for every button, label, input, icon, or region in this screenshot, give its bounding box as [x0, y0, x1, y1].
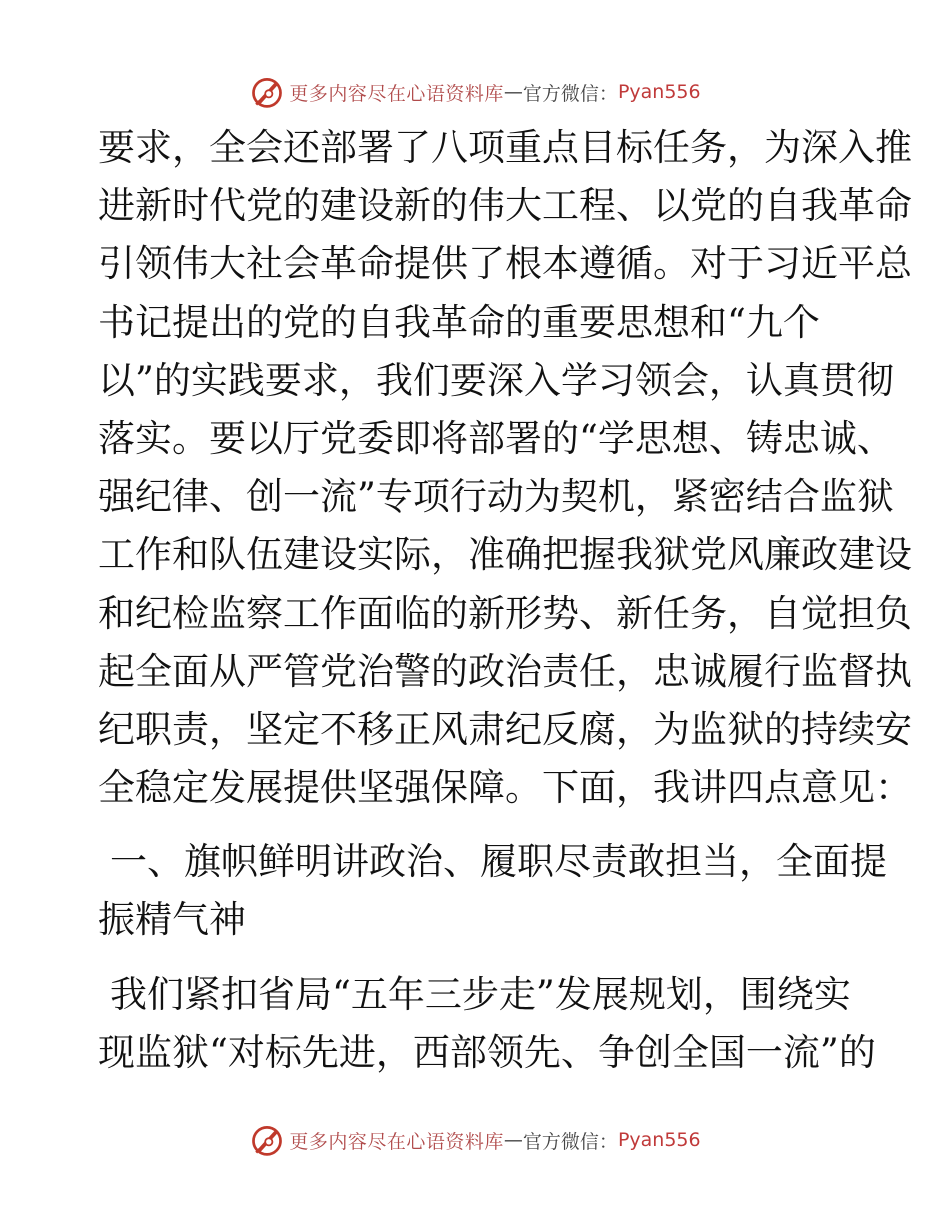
text-line: 落实。要以厅党委即将部署的“学思想、铸忠诚、	[98, 416, 894, 460]
text-line: 纪职责，坚定不移正风肃纪反腐，为监狱的持续安	[98, 707, 912, 751]
quill-seal-icon	[249, 1122, 285, 1158]
text-line: 引领伟大社会革命提供了根本遵循。对于习近平总	[98, 242, 912, 286]
text-line: 强纪律、创一流”专项行动为契机，紧密结合监狱	[98, 475, 894, 519]
text-line: 我们紧扣省局“五年三步走”发展规划，围绕实	[110, 972, 851, 1016]
watermark-banner-top	[0, 72, 950, 112]
watermark-dash: —	[503, 81, 523, 103]
text-line: 起全面从严管党治警的政治责任，忠诚履行监督执	[98, 649, 912, 693]
text-line: 要求，全会还部署了八项重点目标任务，为深入推	[98, 126, 912, 169]
text-line: 进新时代党的建设新的伟大工程、以党的自我革命	[98, 184, 912, 228]
heading-line: 振精气神	[98, 898, 246, 942]
text-line: 以”的实践要求，我们要深入学习领会，认真贯彻	[98, 358, 894, 402]
paragraph-2	[98, 966, 876, 1082]
watermark-dash: —	[503, 1129, 523, 1151]
watermark-wechat-label: 官方微信：	[522, 82, 618, 105]
text-line: 书记提出的党的自我革命的重要思想和“九个	[98, 300, 820, 344]
heading-line: 一、旗帜鲜明讲政治、履职尽责敢担当，全面提	[110, 840, 887, 884]
section-heading-1	[98, 833, 887, 949]
watermark-wechat-id: Pyan556	[617, 81, 701, 103]
watermark-wechat-id: Pyan556	[617, 1129, 701, 1151]
watermark-site-text: 更多内容尽在心语资料库	[289, 82, 504, 105]
document-body	[98, 119, 912, 1082]
paragraph-1	[98, 119, 912, 817]
text-line: 现监狱“对标先进，西部领先、争创全国一流”的	[98, 1030, 876, 1074]
watermark-wechat-label: 官方微信：	[522, 1130, 618, 1153]
text-line: 和纪检监察工作面临的新形势、新任务，自觉担负	[98, 591, 912, 635]
text-line: 工作和队伍建设实际，准确把握我狱党风廉政建设	[98, 533, 912, 577]
quill-seal-icon	[249, 74, 285, 110]
text-line: 全稳定发展提供坚强保障。下面，我讲四点意见：	[98, 766, 912, 810]
watermark-site-text: 更多内容尽在心语资料库	[289, 1130, 504, 1153]
watermark-banner-bottom	[0, 1120, 950, 1160]
